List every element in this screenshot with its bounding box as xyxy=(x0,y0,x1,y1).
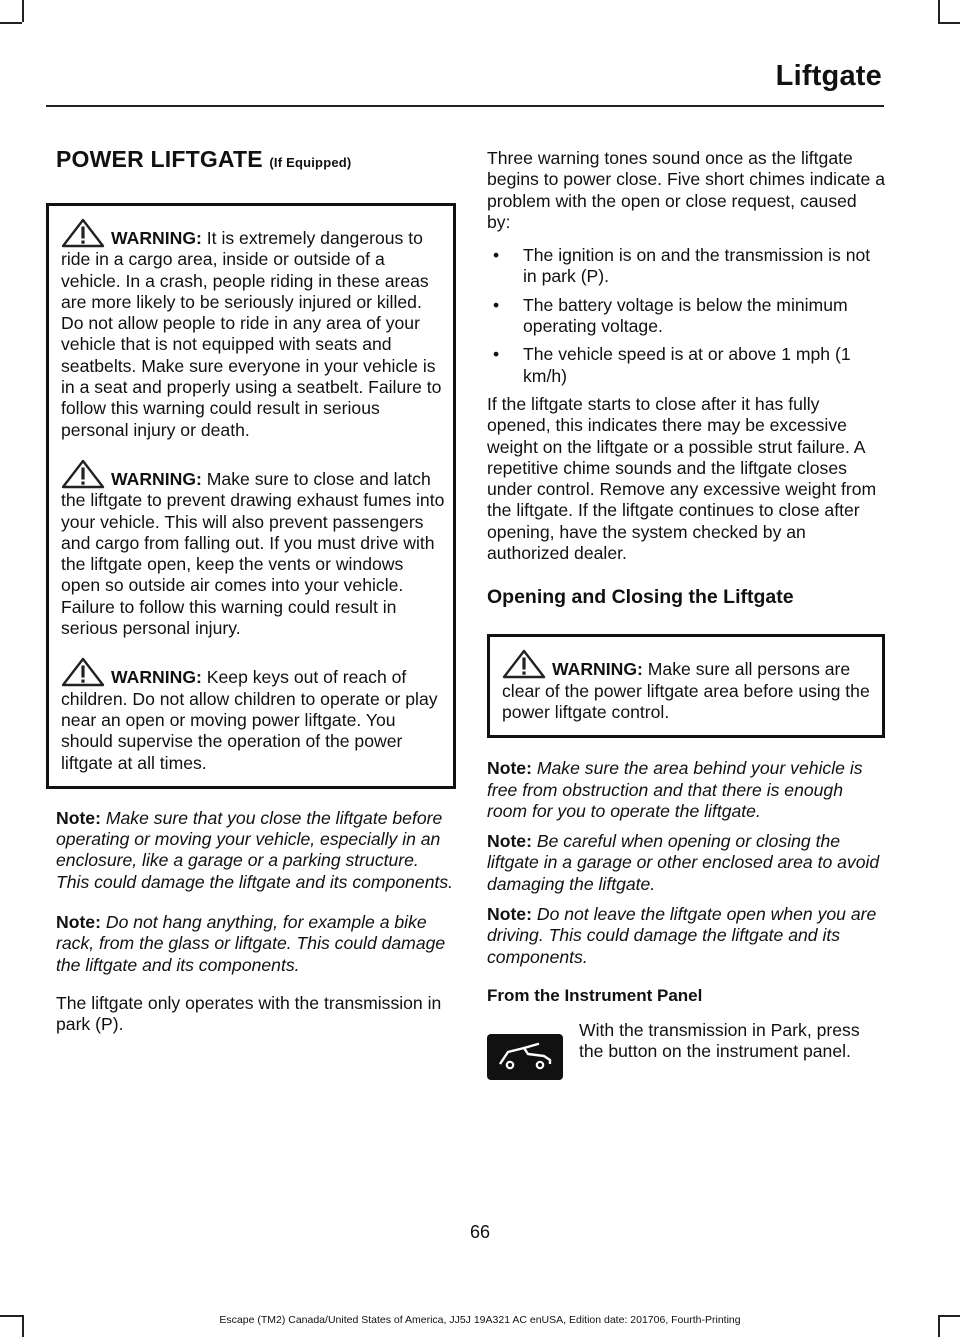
warning-text: Make sure all persons are clear of the power liftgate area before using the power liftgate control. xyxy=(502,659,870,722)
crop-mark xyxy=(938,22,960,24)
note-paragraph xyxy=(56,912,454,976)
warning-paragraph xyxy=(61,657,445,773)
header-divider xyxy=(46,105,884,107)
warning-paragraph xyxy=(502,649,874,723)
warning-paragraph xyxy=(61,218,445,441)
instrument-panel-heading: From the Instrument Panel xyxy=(487,985,703,1005)
instrument-panel-text: With the transmission in Park, press the button on the instrument panel. xyxy=(579,1019,860,1062)
note-paragraph xyxy=(487,904,885,968)
page-number: 66 xyxy=(469,1222,491,1242)
note-text: Make sure the area behind your vehicle is free from obstruction and that there is enough room for you to operate the liftgate. xyxy=(487,758,863,821)
list-item: • The vehicle speed is at or above 1 mph (1 km/h) xyxy=(487,344,885,387)
warning-box xyxy=(46,203,456,789)
body-paragraph: If the liftgate starts to close after it has fully opened, this indicates there may be excessive weight on the liftgate or a possible strut failure. A repetitive chime sounds and the liftgate closes under control. Remove any excessive weight from the liftgate. If the liftgate continues to close after opening, have the system checked by an authorized dealer. xyxy=(487,393,877,564)
note-text: Make sure that you close the liftgate before operating or moving your vehicle, especially in an enclosure, like a garage or a parking structure. This could damage the liftgate and its components. xyxy=(56,807,454,892)
note-label: Note: xyxy=(487,831,532,852)
warning-text: Keep keys out of reach of children. Do not allow children to operate or play near an open or moving power liftgate. You should supervise the operation of the power liftgate at all times. xyxy=(61,667,438,773)
warning-label: WARNING: xyxy=(111,667,202,688)
crop-mark xyxy=(0,22,22,24)
bullet-list xyxy=(487,245,885,387)
warning-triangle-icon xyxy=(61,657,105,687)
note-label: Note: xyxy=(56,807,101,828)
crop-mark xyxy=(22,0,24,22)
warning-paragraph xyxy=(61,459,445,639)
section-title-text: POWER LIFTGATE xyxy=(56,146,263,172)
right-column xyxy=(487,146,885,1080)
warning-text: Make sure to close and latch the liftgate to prevent drawing exhaust fumes into your vehicle. This will also prevent passengers and cargo from falling out. If you must drive with the liftgate open, keep the vents or windows open so outside air comes into your vehicle. Failure to follow this warning could result in serious personal injury. xyxy=(61,468,445,639)
note-paragraph xyxy=(487,831,885,895)
note-paragraph xyxy=(56,808,454,893)
instrument-panel-row xyxy=(487,1020,885,1080)
liftgate-button-icon xyxy=(487,1034,563,1080)
warning-box xyxy=(487,634,885,738)
list-item: • The ignition is on and the transmission is not in park (P). xyxy=(487,245,885,288)
note-text: Be careful when opening or closing the liftgate in a garage or other enclosed area to avoid damaging the liftgate. xyxy=(487,831,880,894)
liftgate-vehicle-icon xyxy=(494,1042,556,1072)
warning-label: WARNING: xyxy=(111,228,202,248)
warning-text: It is extremely dangerous to ride in a cargo area, inside or outside of a vehicle. In a crash, people riding in these areas are more likely to be seriously injured or killed. Do not allow people to ride in any area of your vehicle that is not equipped with seats and seatbelts. Make sure everyone in your vehicle is in a seat and properly using a seatbelt. Failure to follow this warning could result in serious personal injury or death. xyxy=(61,228,442,440)
footer-text: Escape (TM2) Canada/United States of America, JJ5J 19A321 AC enUSA, Edition date: 201706, Fourth-Printing xyxy=(219,1314,741,1326)
note-label: Note: xyxy=(487,758,532,779)
list-item: • The battery voltage is below the minimum operating voltage. xyxy=(487,295,885,338)
warning-triangle-icon xyxy=(61,459,105,489)
body-paragraph: The liftgate only operates with the transmission in park (P). xyxy=(56,992,442,1035)
section-subtitle: (If Equipped) xyxy=(269,155,352,170)
warning-triangle-icon xyxy=(61,218,105,248)
warning-label: WARNING: xyxy=(552,659,643,680)
crop-mark xyxy=(938,0,940,22)
note-text: Do not leave the liftgate open when you are driving. This could damage the liftgate and its components. xyxy=(487,904,877,967)
note-paragraph xyxy=(487,758,885,822)
note-label: Note: xyxy=(56,912,101,933)
body-paragraph: Three warning tones sound once as the liftgate begins to power close. Five short chimes indicate a problem with the open or close request, caused by: xyxy=(487,148,886,232)
warning-triangle-icon xyxy=(502,649,546,679)
page-title: Liftgate xyxy=(775,60,882,92)
note-label: Note: xyxy=(487,904,532,925)
warning-label: WARNING: xyxy=(111,468,202,489)
sub-heading: Opening and Closing the Liftgate xyxy=(487,586,794,609)
left-column xyxy=(56,146,454,1036)
section-title xyxy=(56,146,454,173)
note-text: Do not hang anything, for example a bike rack, from the glass or liftgate. This could damage the liftgate and its components. xyxy=(56,912,446,975)
